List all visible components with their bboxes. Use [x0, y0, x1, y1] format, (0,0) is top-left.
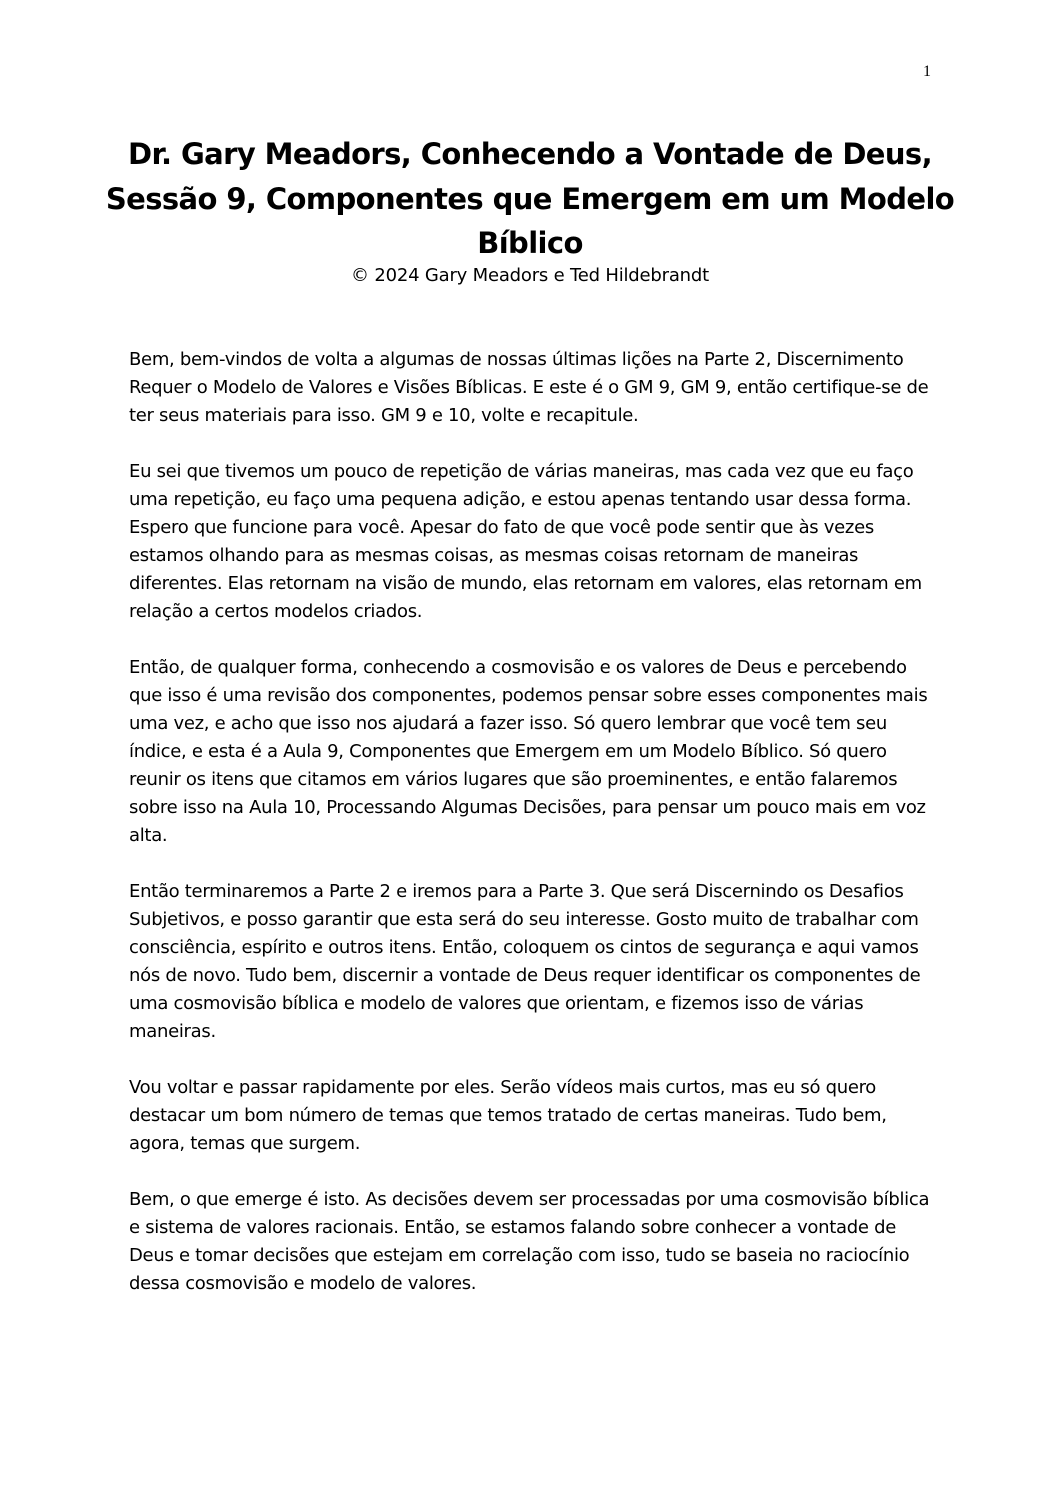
- paragraph: Eu sei que tivemos um pouco de repetição de várias maneiras, mas cada vez que eu faço uma repetição, eu faço uma pequena adição, e estou apenas tentando usar dessa forma. Espero que funcione para você. Apesar do fato de que você pode sentir que às vezes estamos olhando para as mesmas coisas, as mesmas coisas retornam de maneiras diferentes. Elas retornam na visão de mundo, elas retornam em valores, elas retornam em relação a certos modelos criados.: [129, 461, 922, 622]
- paragraph: Então terminaremos a Parte 2 e iremos para a Parte 3. Que será Discernindo os Desafios Subjetivos, e posso garantir que esta será do seu interesse. Gosto muito de trabalhar com consciência, espírito e outros itens. Então, coloquem os cintos de segurança e aqui vamos nós de novo. Tudo bem, discernir a vontade de Deus requer identificar os componentes de uma cosmovisão bíblica e modelo de valores que orientam, e fizemos isso de várias maneiras.: [129, 881, 921, 1042]
- paragraph: Bem, o que emerge é isto. As decisões devem ser processadas por uma cosmovisão bíblica e sistema de valores racionais. Então, se estamos falando sobre conhecer a vontade de Deus e tomar decisões que estejam em correlação com isso, tudo se baseia no raciocínio dessa cosmovisão e modelo de valores.: [129, 1189, 930, 1294]
- copyright-line: © 2024 Gary Meadors e Ted Hildebrandt: [351, 264, 709, 286]
- document-header: [100, 132, 960, 290]
- document-title: Dr. Gary Meadors, Conhecendo a Vontade de Deus, Sessão 9, Componentes que Emergem em um Modelo Bíblico: [105, 137, 955, 260]
- paragraph: Vou voltar e passar rapidamente por eles. Serão vídeos mais curtos, mas eu só quero destacar um bom número de temas que temos tratado de certas maneiras. Tudo bem, agora, temas que surgem.: [129, 1077, 887, 1154]
- paragraph: Então, de qualquer forma, conhecendo a cosmovisão e os valores de Deus e percebendo que isso é uma revisão dos componentes, podemos pensar sobre esses componentes mais uma vez, e acho que isso nos ajudará a fazer isso. Só quero lembrar que você tem seu índice, e esta é a Aula 9, Componentes que Emergem em um Modelo Bíblico. Só quero reunir os itens que citamos em vários lugares que são proeminentes, e então falaremos sobre isso na Aula 10, Processando Algumas Decisões, para pensar um pouco mais em voz alta.: [129, 657, 928, 846]
- page-number: 1: [923, 63, 931, 80]
- document-body: [129, 346, 939, 1326]
- paragraph: Bem, bem-vindos de volta a algumas de nossas últimas lições na Parte 2, Discernimento Requer o Modelo de Valores e Visões Bíblicas. E este é o GM 9, GM 9, então certifique-se de ter seus materiais para isso. GM 9 e 10, volte e recapitule.: [129, 349, 929, 426]
